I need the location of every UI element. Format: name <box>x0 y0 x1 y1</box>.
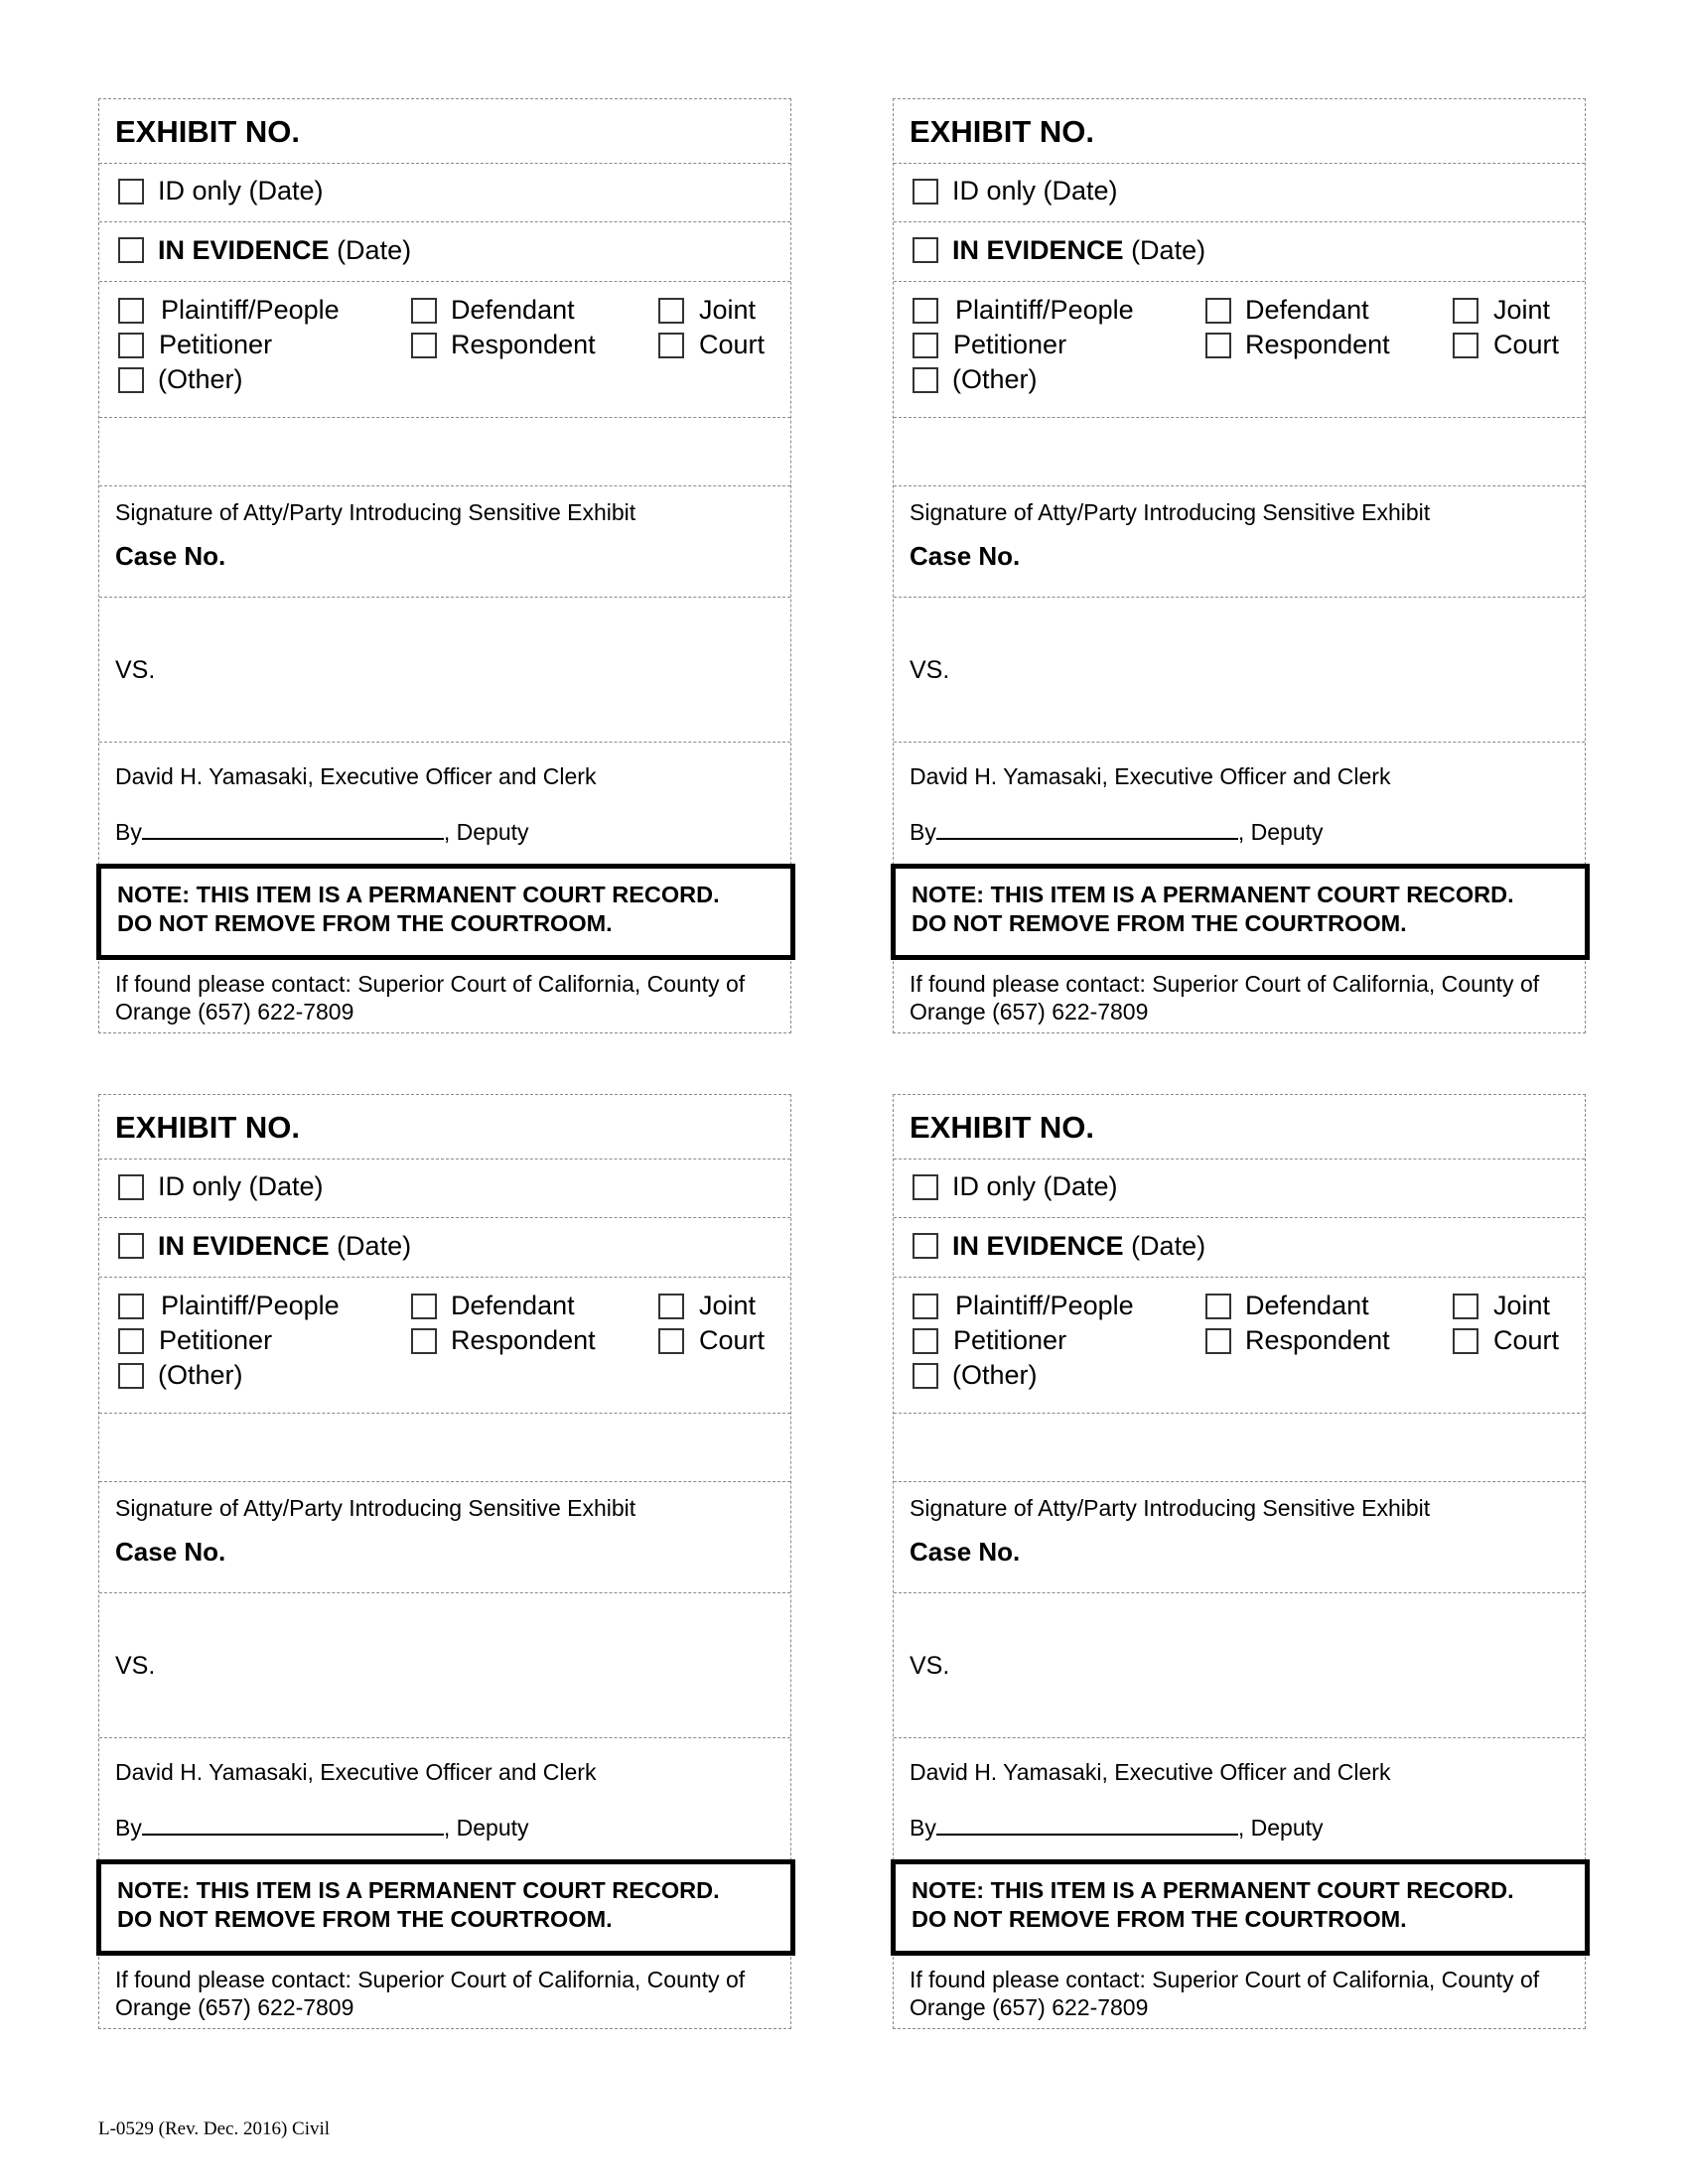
contact-row <box>99 1956 790 2029</box>
respondent-label: Respondent <box>1245 1325 1390 1355</box>
court-label: Court <box>1493 1325 1560 1355</box>
defendant-checkbox[interactable] <box>411 298 437 324</box>
plaintiff-checkbox[interactable] <box>118 298 144 324</box>
case-number-label: Case No. <box>910 1537 1021 1567</box>
other-label: (Other) <box>952 364 1038 394</box>
signature-caption: Signature of Atty/Party Introducing Sensitive Exhibit <box>115 499 636 525</box>
case-row <box>894 1482 1585 1593</box>
id-only-row <box>99 164 790 222</box>
permanent-record-note <box>891 864 1590 960</box>
permanent-record-note <box>96 864 795 960</box>
petitioner-label: Petitioner <box>953 330 1067 359</box>
in-evidence-row <box>894 1218 1585 1278</box>
contact-row <box>894 1956 1585 2029</box>
party-row <box>894 1278 1585 1414</box>
defendant-label: Defendant <box>1245 1291 1369 1320</box>
deputy-signature: By , Deputy <box>115 816 529 846</box>
defendant-label: Defendant <box>1245 295 1369 325</box>
plaintiff-label: Plaintiff/People <box>955 295 1134 325</box>
id-only-label: ID only (Date) <box>952 176 1118 205</box>
signature-field[interactable] <box>99 418 790 486</box>
id-only-checkbox[interactable] <box>913 1174 938 1200</box>
defendant-label: Defendant <box>451 295 575 325</box>
joint-checkbox[interactable] <box>1453 1294 1478 1319</box>
in-evidence-row <box>894 222 1585 282</box>
note-line-1: NOTE: THIS ITEM IS A PERMANENT COURT RECORD. <box>117 1877 720 1903</box>
other-label: (Other) <box>158 1360 243 1390</box>
clerk-name: David H. Yamasaki, Executive Officer and Clerk <box>910 1759 1391 1785</box>
clerk-name: David H. Yamasaki, Executive Officer and Clerk <box>115 763 597 789</box>
case-number-label: Case No. <box>910 541 1021 571</box>
exhibit-label-bottom-right <box>893 1094 1586 2029</box>
joint-checkbox[interactable] <box>1453 298 1478 324</box>
joint-checkbox[interactable] <box>658 298 684 324</box>
exhibit-number-row <box>894 1095 1585 1160</box>
defendant-checkbox[interactable] <box>1205 298 1231 324</box>
clerk-name: David H. Yamasaki, Executive Officer and Clerk <box>115 1759 597 1785</box>
exhibit-number-row <box>99 99 790 164</box>
vs-label: VS. <box>910 1652 950 1680</box>
signature-field[interactable] <box>99 1414 790 1482</box>
clerk-row <box>99 743 790 864</box>
exhibit-label-top-right <box>893 98 1586 1033</box>
in-evidence-checkbox[interactable] <box>913 1233 938 1259</box>
respondent-checkbox[interactable] <box>411 1328 437 1354</box>
party-row <box>99 282 790 418</box>
found-contact-text: If found please contact: Superior Court of California, County of Orange (657) 622-7809 <box>910 1967 1540 2020</box>
petitioner-checkbox[interactable] <box>118 333 144 358</box>
defendant-label: Defendant <box>451 1291 575 1320</box>
note-line-2: DO NOT REMOVE FROM THE COURTROOM. <box>117 1906 613 1932</box>
court-checkbox[interactable] <box>658 333 684 358</box>
in-evidence-checkbox[interactable] <box>118 1233 144 1259</box>
found-contact-text: If found please contact: Superior Court of California, County of Orange (657) 622-7809 <box>115 971 746 1024</box>
petitioner-label: Petitioner <box>953 1325 1067 1355</box>
found-contact-text: If found please contact: Superior Court of California, County of Orange (657) 622-7809 <box>910 971 1540 1024</box>
plaintiff-checkbox[interactable] <box>118 1294 144 1319</box>
note-line-2: DO NOT REMOVE FROM THE COURTROOM. <box>912 1906 1407 1932</box>
court-label: Court <box>699 330 766 359</box>
note-line-1: NOTE: THIS ITEM IS A PERMANENT COURT RECORD. <box>912 882 1514 907</box>
id-only-row <box>99 1160 790 1218</box>
plaintiff-label: Plaintiff/People <box>161 295 340 325</box>
exhibit-number-row <box>99 1095 790 1160</box>
in-evidence-label: IN EVIDENCE (Date) <box>952 1231 1206 1261</box>
other-checkbox[interactable] <box>118 367 144 393</box>
id-only-label: ID only (Date) <box>158 176 324 205</box>
plaintiff-checkbox[interactable] <box>913 1294 938 1319</box>
in-evidence-label: IN EVIDENCE (Date) <box>158 235 412 265</box>
case-row <box>99 486 790 598</box>
party-row <box>894 282 1585 418</box>
exhibit-number-label: EXHIBIT NO. <box>910 114 1095 149</box>
petitioner-checkbox[interactable] <box>913 333 938 358</box>
joint-checkbox[interactable] <box>658 1294 684 1319</box>
other-checkbox[interactable] <box>118 1363 144 1389</box>
form-code: L-0529 (Rev. Dec. 2016) Civil <box>98 2118 331 2139</box>
signature-field[interactable] <box>894 1414 1585 1482</box>
clerk-row <box>894 1738 1585 1859</box>
id-only-label: ID only (Date) <box>158 1171 324 1201</box>
joint-label: Joint <box>1493 1291 1551 1320</box>
exhibit-number-row <box>894 99 1585 164</box>
signature-caption: Signature of Atty/Party Introducing Sensitive Exhibit <box>115 1495 636 1521</box>
joint-label: Joint <box>699 1291 757 1320</box>
in-evidence-label: IN EVIDENCE (Date) <box>952 235 1206 265</box>
id-only-label: ID only (Date) <box>952 1171 1118 1201</box>
signature-field[interactable] <box>894 418 1585 486</box>
case-row <box>894 486 1585 598</box>
id-only-checkbox[interactable] <box>118 1174 144 1200</box>
plaintiff-label: Plaintiff/People <box>161 1291 340 1320</box>
court-checkbox[interactable] <box>1453 333 1478 358</box>
other-label: (Other) <box>158 364 243 394</box>
clerk-name: David H. Yamasaki, Executive Officer and Clerk <box>910 763 1391 789</box>
in-evidence-row <box>99 1218 790 1278</box>
deputy-signature-line[interactable] <box>142 816 444 840</box>
permanent-record-note <box>891 1859 1590 1956</box>
respondent-label: Respondent <box>451 330 596 359</box>
case-number-label: Case No. <box>115 1537 226 1567</box>
vs-row <box>99 1593 790 1738</box>
party-row <box>99 1278 790 1414</box>
court-checkbox[interactable] <box>1453 1328 1478 1354</box>
petitioner-checkbox[interactable] <box>913 1328 938 1354</box>
contact-row <box>894 960 1585 1033</box>
deputy-signature-line[interactable] <box>936 816 1238 840</box>
other-checkbox[interactable] <box>913 1363 938 1389</box>
plaintiff-label: Plaintiff/People <box>955 1291 1134 1320</box>
exhibit-label-bottom-left <box>98 1094 791 2029</box>
respondent-checkbox[interactable] <box>1205 333 1231 358</box>
deputy-signature: By , Deputy <box>910 816 1324 846</box>
signature-caption: Signature of Atty/Party Introducing Sensitive Exhibit <box>910 1495 1431 1521</box>
in-evidence-label: IN EVIDENCE (Date) <box>158 1231 412 1261</box>
plaintiff-checkbox[interactable] <box>913 298 938 324</box>
found-contact-text: If found please contact: Superior Court of California, County of Orange (657) 622-7809 <box>115 1967 746 2020</box>
petitioner-label: Petitioner <box>159 1325 273 1355</box>
vs-label: VS. <box>910 656 950 684</box>
contact-row <box>99 960 790 1033</box>
defendant-checkbox[interactable] <box>1205 1294 1231 1319</box>
petitioner-checkbox[interactable] <box>118 1328 144 1354</box>
clerk-row <box>99 1738 790 1859</box>
joint-label: Joint <box>1493 295 1551 325</box>
exhibit-number-label: EXHIBIT NO. <box>910 1110 1095 1145</box>
id-only-row <box>894 164 1585 222</box>
vs-row <box>894 1593 1585 1738</box>
exhibit-label-top-left <box>98 98 791 1033</box>
exhibit-number-label: EXHIBIT NO. <box>115 114 301 149</box>
vs-label: VS. <box>115 656 156 684</box>
respondent-label: Respondent <box>451 1325 596 1355</box>
clerk-row <box>894 743 1585 864</box>
case-row <box>99 1482 790 1593</box>
defendant-checkbox[interactable] <box>411 1294 437 1319</box>
in-evidence-checkbox[interactable] <box>118 237 144 263</box>
note-line-1: NOTE: THIS ITEM IS A PERMANENT COURT RECORD. <box>117 882 720 907</box>
case-number-label: Case No. <box>115 541 226 571</box>
court-label: Court <box>699 1325 766 1355</box>
vs-row <box>894 598 1585 743</box>
note-line-1: NOTE: THIS ITEM IS A PERMANENT COURT RECORD. <box>912 1877 1514 1903</box>
joint-label: Joint <box>699 295 757 325</box>
other-checkbox[interactable] <box>913 367 938 393</box>
respondent-checkbox[interactable] <box>411 333 437 358</box>
deputy-signature: By , Deputy <box>115 1812 529 1842</box>
deputy-signature-line[interactable] <box>142 1812 444 1836</box>
deputy-signature: By , Deputy <box>910 1812 1324 1842</box>
vs-label: VS. <box>115 1652 156 1680</box>
deputy-signature-line[interactable] <box>936 1812 1238 1836</box>
vs-row <box>99 598 790 743</box>
permanent-record-note <box>96 1859 795 1956</box>
in-evidence-checkbox[interactable] <box>913 237 938 263</box>
respondent-checkbox[interactable] <box>1205 1328 1231 1354</box>
petitioner-label: Petitioner <box>159 330 273 359</box>
court-checkbox[interactable] <box>658 1328 684 1354</box>
signature-caption: Signature of Atty/Party Introducing Sensitive Exhibit <box>910 499 1431 525</box>
id-only-checkbox[interactable] <box>913 179 938 205</box>
in-evidence-row <box>99 222 790 282</box>
id-only-checkbox[interactable] <box>118 179 144 205</box>
other-label: (Other) <box>952 1360 1038 1390</box>
note-line-2: DO NOT REMOVE FROM THE COURTROOM. <box>117 910 613 936</box>
exhibit-number-label: EXHIBIT NO. <box>115 1110 301 1145</box>
note-line-2: DO NOT REMOVE FROM THE COURTROOM. <box>912 910 1407 936</box>
court-label: Court <box>1493 330 1560 359</box>
id-only-row <box>894 1160 1585 1218</box>
respondent-label: Respondent <box>1245 330 1390 359</box>
